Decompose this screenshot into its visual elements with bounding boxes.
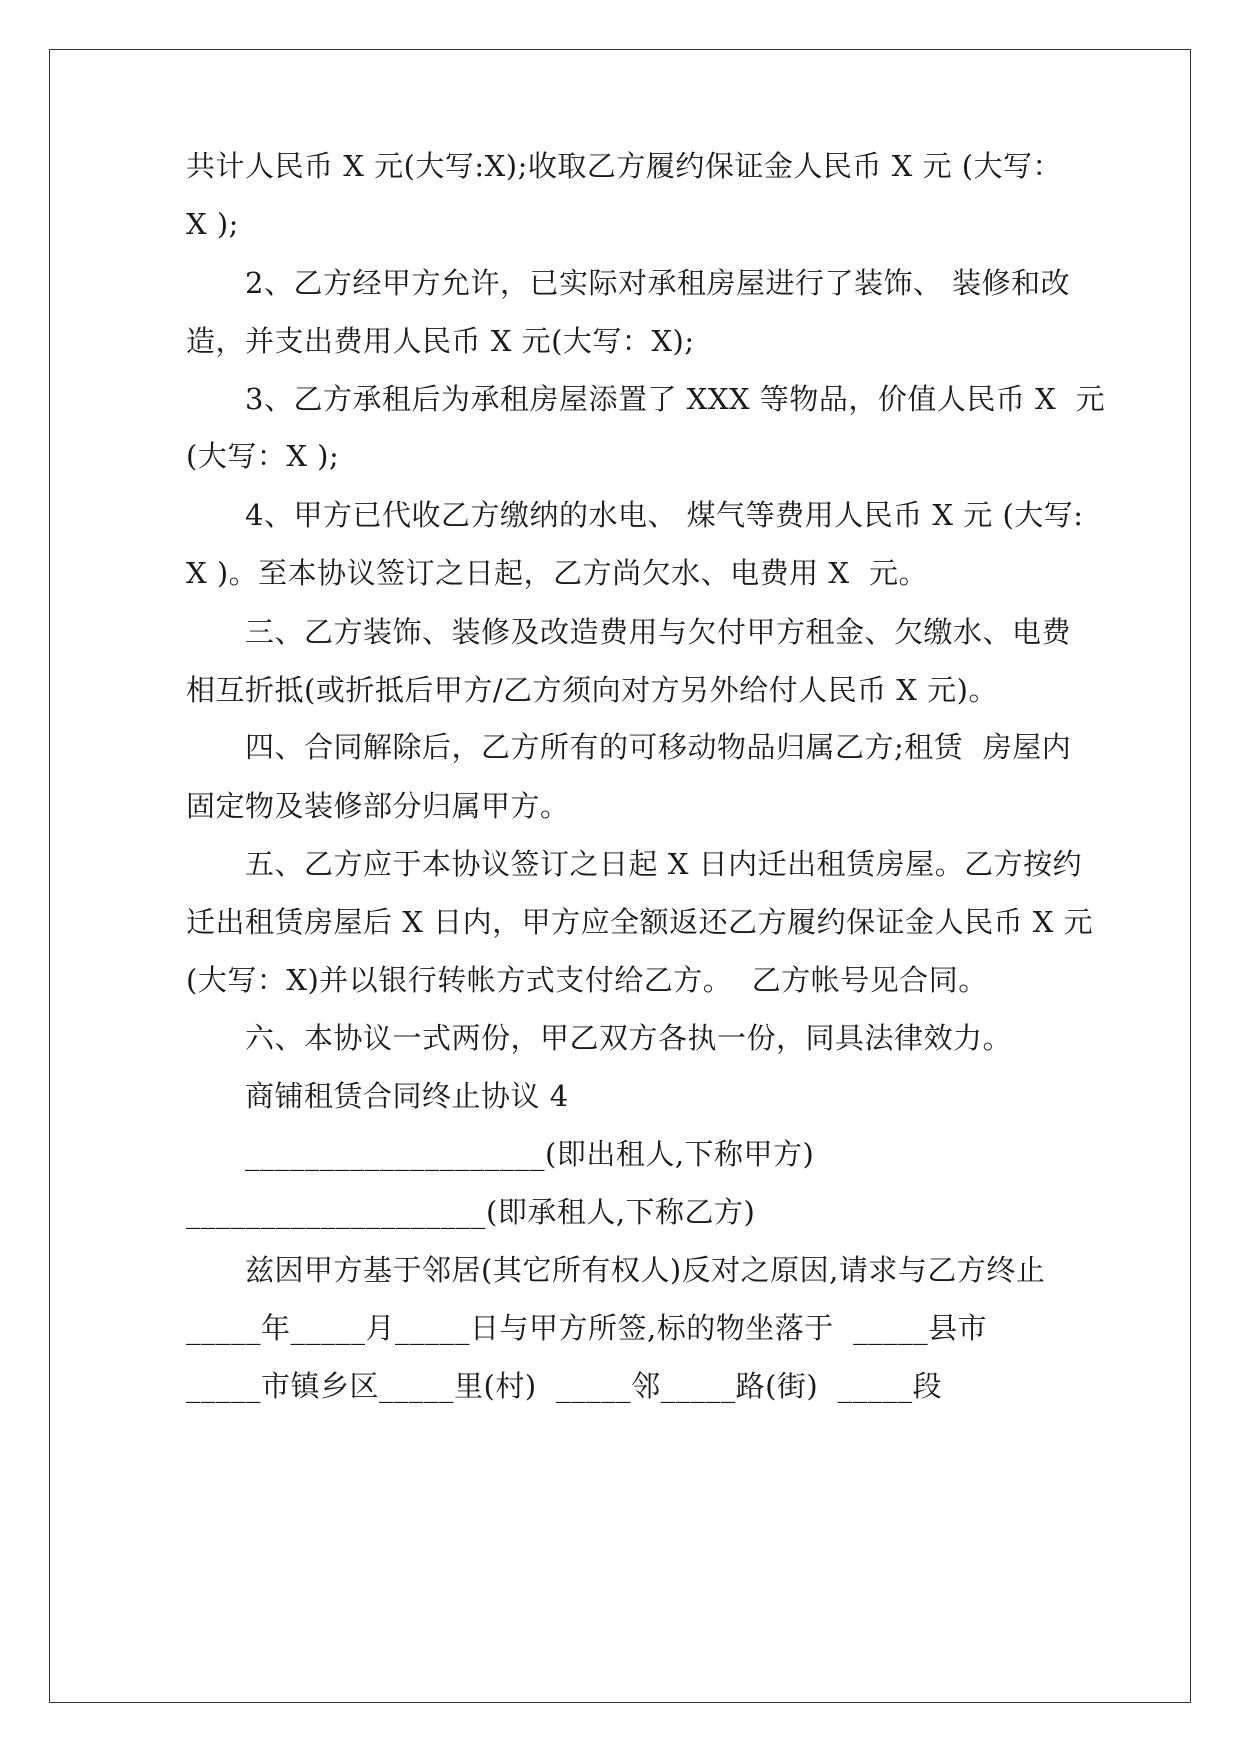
body-line-9: 三、乙方装饰、装修及改造费用与欠付甲方租金、欠缴水、电费: [245, 615, 1072, 649]
lessor-line: ____________________(即出租人,下称甲方): [245, 1137, 815, 1171]
section-heading: 商铺租赁合同终止协议 4: [245, 1079, 569, 1113]
body-line-6: (大写：X );: [186, 439, 340, 473]
body-line-22: _____市镇乡区_____里(村) _____邻_____路(街) _____段: [186, 1369, 943, 1403]
body-line-20: 兹因甲方基于邻居(其它所有权人)反对之原因,请求与乙方终止: [245, 1253, 1046, 1287]
body-line-10: 相互折抵(或折抵后甲方/乙方须向对方另外给付人民币 X 元)。: [186, 673, 998, 707]
body-line-8: X )。至本协议签订之日起，乙方尚欠水、电费用 X 元。: [186, 556, 928, 590]
body-line-16: 六、本协议一式两份，甲乙双方各执一份，同具法律效力。: [245, 1021, 1013, 1055]
body-line-21: _____年_____月_____日与甲方所签,标的物坐落于 _____县市: [186, 1311, 988, 1345]
body-line-15: (大写：X)并以银行转帐方式支付给乙方。 乙方帐号见合同。: [186, 963, 988, 997]
body-line-3: 2、乙方经甲方允许，已实际对承租房屋进行了装饰、 装修和改: [245, 266, 1071, 300]
body-line-2: X );: [186, 207, 239, 241]
body-line-1: 共计人民币 X 元(大写:X);收取乙方履约保证金人民币 X 元 (大写：: [186, 149, 1063, 183]
body-line-13: 五、乙方应于本协议签订之日起 X 日内迁出租赁房屋。乙方按约: [245, 847, 1083, 881]
lessee-line: ____________________(即承租人,下称乙方): [186, 1195, 756, 1229]
body-line-11: 四、合同解除后，乙方所有的可移动物品归属乙方;租赁 房屋内: [245, 730, 1072, 764]
body-line-7: 4、甲方已代收乙方缴纳的水电、 煤气等费用人民币 X 元 (大写:: [245, 498, 1084, 532]
body-line-12: 固定物及装修部分归属甲方。: [186, 789, 570, 823]
body-line-14: 迁出租赁房屋后 X 日内，甲方应全额返还乙方履约保证金人民币 X 元: [186, 905, 1094, 939]
body-line-5: 3、乙方承租后为承租房屋添置了 XXX 等物品，价值人民币 X 元: [245, 382, 1106, 416]
body-line-4: 造，并支出费用人民币 X 元(大写：X);: [186, 324, 695, 358]
